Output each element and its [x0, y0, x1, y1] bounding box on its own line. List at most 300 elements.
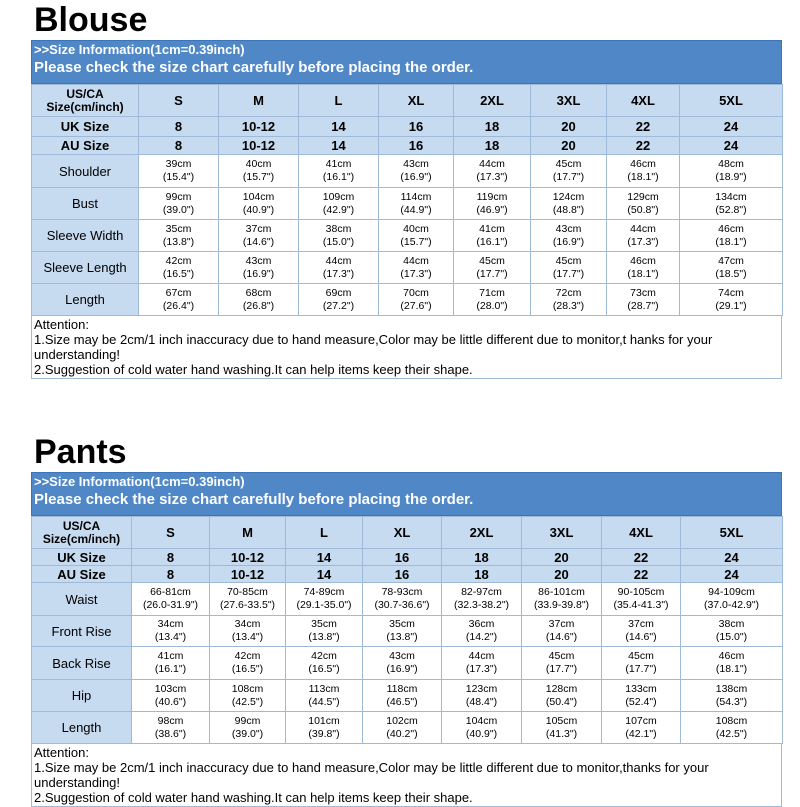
measurement-cell — [139, 155, 219, 188]
notice-line: Please check the size chart carefully before placing the order. — [34, 491, 474, 508]
measurement-cell — [607, 155, 680, 188]
cm-value: 43cm — [245, 254, 272, 267]
cm-value: 70cm — [403, 286, 429, 299]
cm-value: 103cm — [154, 682, 187, 695]
inch-value: (28.3") — [552, 299, 585, 312]
cm-value: 67cm — [165, 286, 192, 299]
section-title: Blouse — [34, 1, 148, 39]
measurement-cell — [132, 647, 210, 680]
measurement-label: Front Rise — [32, 616, 132, 647]
inch-value: (27.6-33.5") — [219, 599, 276, 611]
inch-value: (18.1") — [715, 663, 748, 675]
size-4xl: 4XL — [607, 85, 680, 117]
inch-value: (39.8") — [308, 727, 340, 740]
inch-value: (15.7") — [400, 235, 432, 248]
au-size-value: 22 — [607, 137, 680, 155]
measurement-cell — [607, 188, 680, 220]
cm-value: 44cm — [630, 222, 656, 235]
cm-value: 108cm — [715, 714, 748, 727]
au-size-value: 18 — [454, 137, 531, 155]
size-header-row — [32, 517, 783, 549]
inch-value: (16.1") — [154, 663, 187, 675]
size-table — [31, 516, 783, 744]
measurement-cell — [531, 284, 607, 316]
measurement-row — [32, 188, 783, 220]
inch-value: (37.0-42.9") — [703, 599, 760, 611]
au-size-value: 8 — [139, 137, 219, 155]
inch-value: (17.3") — [476, 171, 508, 183]
measurement-cell — [219, 284, 299, 316]
measurement-cell — [299, 252, 379, 284]
cm-value: 42cm — [311, 650, 337, 662]
measurement-cell — [531, 220, 607, 252]
uk-size-value: 24 — [680, 117, 783, 137]
measurement-cell — [602, 680, 681, 712]
cm-value: 99cm — [234, 714, 261, 727]
measurement-row — [32, 616, 783, 647]
measurement-cell — [299, 155, 379, 188]
measurement-cell — [210, 712, 286, 744]
cm-value: 41cm — [479, 222, 505, 235]
au-size-value: 10-12 — [219, 137, 299, 155]
au-size-value: 22 — [602, 566, 681, 583]
measurement-cell — [607, 220, 680, 252]
cm-value: 39cm — [165, 158, 192, 170]
inch-value: (28.0") — [476, 299, 508, 312]
inch-value: (41.3") — [545, 727, 578, 740]
cm-value: 82-97cm — [461, 586, 502, 598]
cm-value: 134cm — [715, 190, 747, 203]
measurement-label: Back Rise — [32, 647, 132, 680]
measurement-row — [32, 284, 783, 316]
measurement-cell — [132, 616, 210, 647]
inch-value: (17.3") — [627, 235, 659, 248]
inch-value: (13.8") — [386, 631, 418, 643]
size-5xl: 5XL — [680, 85, 783, 117]
cm-value: 45cm — [479, 254, 505, 267]
uk-size-value: 16 — [379, 117, 454, 137]
uk-size-value: 22 — [602, 549, 681, 566]
measurement-cell — [379, 252, 454, 284]
measurement-cell — [454, 284, 531, 316]
inch-value: (29.1") — [715, 299, 747, 312]
au-size-value: 16 — [363, 566, 442, 583]
inch-value: (15.0") — [322, 235, 355, 248]
measurement-cell — [363, 583, 442, 616]
cm-value: 69cm — [325, 286, 352, 299]
au-size-value: 24 — [680, 137, 783, 155]
cm-value: 99cm — [165, 190, 192, 203]
measurement-label: Sleeve Width — [32, 220, 139, 252]
attention-heading: Attention: — [34, 745, 89, 760]
inch-value: (18.5") — [715, 267, 747, 280]
measurement-cell — [680, 220, 783, 252]
info-line: >>Size Information(1cm=0.39inch) — [34, 42, 245, 57]
uk-size-row — [32, 117, 783, 137]
uk-size-value: 10-12 — [210, 549, 286, 566]
inch-value: (17.3") — [465, 663, 498, 675]
inch-value: (50.4") — [545, 695, 578, 708]
measurement-cell — [132, 680, 210, 712]
cm-value: 47cm — [718, 254, 744, 267]
measurement-row — [32, 252, 783, 284]
cm-value: 71cm — [479, 286, 505, 299]
measurement-cell — [522, 616, 602, 647]
cm-value: 113cm — [308, 682, 340, 695]
cm-value: 34cm — [234, 618, 261, 630]
inch-value: (17.7") — [625, 663, 657, 675]
au-size-value: 14 — [299, 137, 379, 155]
measurement-cell — [286, 647, 363, 680]
section-title: Pants — [34, 433, 127, 471]
inch-value: (16.9") — [552, 235, 585, 248]
measurement-cell — [607, 284, 680, 316]
cm-value: 123cm — [465, 682, 498, 695]
measurement-cell — [454, 220, 531, 252]
cm-value: 44cm — [479, 158, 505, 170]
measurement-label: Waist — [32, 583, 132, 616]
au-size-label: AU Size — [32, 566, 132, 583]
measurement-cell — [363, 680, 442, 712]
cm-value: 38cm — [325, 222, 352, 235]
inch-value: (42.9") — [322, 203, 355, 216]
cm-value: 46cm — [630, 254, 656, 267]
inch-value: (14.6") — [242, 235, 275, 248]
inch-value: (42.5") — [715, 727, 748, 740]
inch-value: (39.0") — [231, 727, 264, 740]
cm-value: 68cm — [245, 286, 272, 299]
cm-value: 118cm — [386, 682, 418, 695]
size-s: S — [132, 517, 210, 549]
uk-size-value: 18 — [454, 117, 531, 137]
size-m: M — [210, 517, 286, 549]
uk-size-value: 16 — [363, 549, 442, 566]
measurement-cell — [219, 188, 299, 220]
measurement-cell — [602, 616, 681, 647]
cm-value: 129cm — [627, 190, 659, 203]
inch-value: (38.6") — [154, 727, 187, 740]
cm-value: 73cm — [630, 286, 656, 299]
cm-value: 35cm — [311, 618, 337, 630]
info-banner — [31, 472, 782, 516]
measurement-cell — [210, 616, 286, 647]
cm-value: 98cm — [157, 714, 184, 727]
measurement-cell — [286, 712, 363, 744]
measurement-label: Sleeve Length — [32, 252, 139, 284]
measurement-cell — [681, 616, 783, 647]
measurement-row — [32, 155, 783, 188]
size-3xl: 3XL — [522, 517, 602, 549]
size-3xl: 3XL — [531, 85, 607, 117]
measurement-cell — [299, 284, 379, 316]
inch-value: (54.3") — [715, 695, 748, 708]
uk-size-label: UK Size — [32, 117, 139, 137]
attention-note-1: 1.Size may be 2cm/1 inch inaccuracy due to hand measure,Color may be little different due to monitor,t hanks for your understanding! — [34, 332, 713, 362]
cm-value: 37cm — [548, 618, 575, 630]
cm-value: 90-105cm — [617, 586, 665, 598]
attention-note-1: 1.Size may be 2cm/1 inch inaccuracy due to hand measure,Color may be little different due to monitor,thanks for your understanding! — [34, 760, 709, 790]
measurement-cell — [139, 188, 219, 220]
cm-value: 48cm — [718, 158, 744, 170]
cm-value: 45cm — [555, 158, 582, 170]
header-label-line: Size(cm/inch) — [46, 99, 124, 114]
cm-value: 42cm — [234, 650, 261, 662]
attention-note-2: 2.Suggestion of cold water hand washing.It can help items keep their shape. — [34, 790, 473, 805]
inch-value: (16.1") — [322, 171, 355, 183]
cm-value: 40cm — [403, 222, 429, 235]
attention-notes — [31, 316, 782, 379]
inch-value: (39.0") — [162, 203, 195, 216]
inch-value: (52.8") — [715, 203, 747, 216]
measurement-cell — [454, 252, 531, 284]
cm-value: 43cm — [555, 222, 582, 235]
cm-value: 45cm — [555, 254, 582, 267]
uk-size-value: 8 — [139, 117, 219, 137]
inch-value: (44.5") — [308, 695, 340, 708]
cm-value: 138cm — [715, 682, 748, 695]
inch-value: (29.1-35.0") — [296, 599, 352, 611]
measurement-cell — [681, 583, 783, 616]
uk-size-value: 14 — [286, 549, 363, 566]
measurement-cell — [210, 680, 286, 712]
cm-value: 124cm — [552, 190, 585, 203]
measurement-cell — [602, 647, 681, 680]
measurement-row — [32, 647, 783, 680]
measurement-label: Length — [32, 712, 132, 744]
cm-value: 107cm — [625, 714, 657, 727]
measurement-cell — [210, 583, 286, 616]
size-2xl: 2XL — [442, 517, 522, 549]
uk-size-row — [32, 549, 783, 566]
measurement-cell — [286, 583, 363, 616]
measurement-cell — [139, 220, 219, 252]
measurement-cell — [286, 680, 363, 712]
inch-value: (26.8") — [242, 299, 275, 312]
inch-value: (13.4") — [231, 631, 264, 643]
measurement-cell — [219, 155, 299, 188]
inch-value: (50.8") — [627, 203, 659, 216]
cm-value: 41cm — [325, 158, 352, 170]
measurement-cell — [219, 220, 299, 252]
inch-value: (42.5") — [231, 695, 264, 708]
measurement-cell — [139, 252, 219, 284]
cm-value: 42cm — [165, 254, 192, 267]
header-label-line: US/CA — [66, 86, 104, 101]
measurement-cell — [299, 220, 379, 252]
measurement-cell — [680, 155, 783, 188]
inch-value: (52.4") — [625, 695, 657, 708]
inch-value: (16.5") — [162, 267, 195, 280]
cm-value: 37cm — [628, 618, 654, 630]
cm-value: 102cm — [386, 714, 418, 727]
size-l: L — [286, 517, 363, 549]
cm-value: 72cm — [555, 286, 582, 299]
measurement-cell — [442, 647, 522, 680]
inch-value: (16.9") — [242, 267, 275, 280]
au-size-value: 10-12 — [210, 566, 286, 583]
cm-value: 35cm — [165, 222, 192, 235]
inch-value: (15.4") — [162, 171, 195, 183]
cm-value: 119cm — [476, 190, 508, 203]
inch-value: (44.9") — [400, 203, 432, 216]
uk-size-value: 24 — [681, 549, 783, 566]
inch-value: (26.4") — [162, 299, 195, 312]
cm-value: 43cm — [403, 158, 429, 170]
size-header-label — [32, 517, 132, 549]
measurement-row — [32, 712, 783, 744]
measurement-cell — [442, 583, 522, 616]
inch-value: (16.1") — [476, 235, 508, 248]
inch-value: (27.6") — [400, 299, 432, 312]
inch-value: (28.7") — [627, 299, 659, 312]
blouse-section — [31, 0, 782, 379]
size-xl: XL — [379, 85, 454, 117]
measurement-cell — [363, 647, 442, 680]
measurement-row — [32, 680, 783, 712]
inch-value: (13.8") — [308, 631, 340, 643]
inch-value: (33.9-39.8") — [533, 599, 590, 611]
inch-value: (46.5") — [386, 695, 418, 708]
cm-value: 35cm — [389, 618, 415, 630]
cm-value: 40cm — [245, 158, 272, 170]
cm-value: 46cm — [718, 650, 745, 662]
measurement-cell — [442, 680, 522, 712]
measurement-cell — [379, 220, 454, 252]
cm-value: 86-101cm — [538, 586, 585, 598]
measurement-cell — [531, 155, 607, 188]
measurement-cell — [363, 616, 442, 647]
header-label-line: US/CA — [62, 518, 101, 533]
size-header-label — [32, 85, 139, 117]
inch-value: (30.7-36.6") — [374, 599, 430, 611]
inch-value: (42.1") — [625, 727, 657, 740]
size-table — [31, 84, 783, 316]
cm-value: 44cm — [325, 254, 352, 267]
cm-value: 44cm — [468, 650, 495, 662]
uk-size-value: 20 — [522, 549, 602, 566]
measurement-cell — [522, 583, 602, 616]
au-size-value: 14 — [286, 566, 363, 583]
cm-value: 45cm — [628, 650, 654, 662]
size-xl: XL — [363, 517, 442, 549]
measurement-cell — [379, 188, 454, 220]
inch-value: (48.4") — [465, 695, 498, 708]
measurement-cell — [681, 712, 783, 744]
measurement-row — [32, 220, 783, 252]
inch-value: (17.3") — [400, 267, 432, 280]
measurement-cell — [454, 188, 531, 220]
cm-value: 101cm — [308, 714, 340, 727]
au-size-row — [32, 137, 783, 155]
cm-value: 94-109cm — [708, 586, 755, 598]
uk-size-value: 10-12 — [219, 117, 299, 137]
notice-line: Please check the size chart carefully before placing the order. — [34, 59, 474, 76]
cm-value: 46cm — [630, 158, 656, 170]
inch-value: (14.2") — [465, 631, 498, 643]
cm-value: 109cm — [322, 190, 355, 203]
inch-value: (17.7") — [552, 267, 585, 280]
inch-value: (26.0-31.9") — [142, 599, 199, 611]
measurement-cell — [602, 583, 681, 616]
header-label-line: Size(cm/inch) — [42, 531, 121, 546]
inch-value: (15.0") — [715, 631, 748, 643]
inch-value: (15.7") — [242, 171, 275, 183]
size-header-row — [32, 85, 783, 117]
cm-value: 36cm — [468, 618, 495, 630]
measurement-cell — [442, 712, 522, 744]
measurement-cell — [139, 284, 219, 316]
inch-value: (13.4") — [154, 631, 187, 643]
inch-value: (46.9") — [476, 203, 508, 216]
measurement-cell — [454, 155, 531, 188]
inch-value: (18.1") — [715, 235, 747, 248]
inch-value: (27.2") — [322, 299, 355, 312]
inch-value: (17.7") — [476, 267, 508, 280]
measurement-cell — [132, 583, 210, 616]
measurement-cell — [210, 647, 286, 680]
inch-value: (17.3") — [322, 267, 355, 280]
au-size-value: 20 — [522, 566, 602, 583]
measurement-cell — [219, 252, 299, 284]
measurement-cell — [681, 647, 783, 680]
measurement-cell — [363, 712, 442, 744]
measurement-cell — [442, 616, 522, 647]
measurement-row — [32, 583, 783, 616]
inch-value: (40.9") — [465, 727, 498, 740]
au-size-row — [32, 566, 783, 583]
measurement-cell — [286, 616, 363, 647]
measurement-cell — [531, 252, 607, 284]
measurement-cell — [132, 712, 210, 744]
au-size-value: 20 — [531, 137, 607, 155]
measurement-label: Shoulder — [32, 155, 139, 188]
cm-value: 74-89cm — [303, 586, 345, 598]
size-m: M — [219, 85, 299, 117]
cm-value: 128cm — [545, 682, 578, 695]
measurement-cell — [522, 712, 602, 744]
measurement-cell — [607, 252, 680, 284]
uk-size-value: 20 — [531, 117, 607, 137]
cm-value: 44cm — [403, 254, 429, 267]
inch-value: (48.8") — [552, 203, 585, 216]
inch-value: (18.1") — [627, 171, 659, 183]
inch-value: (18.9") — [715, 171, 747, 183]
measurement-cell — [379, 155, 454, 188]
size-l: L — [299, 85, 379, 117]
size-5xl: 5XL — [681, 517, 783, 549]
cm-value: 104cm — [242, 190, 275, 203]
inch-value: (17.7") — [545, 663, 578, 675]
measurement-cell — [299, 188, 379, 220]
cm-value: 46cm — [718, 222, 744, 235]
inch-value: (16.5") — [231, 663, 264, 675]
inch-value: (13.8") — [162, 235, 195, 248]
cm-value: 114cm — [400, 190, 432, 203]
cm-value: 108cm — [231, 682, 264, 695]
inch-value: (16.9") — [400, 171, 432, 183]
au-size-value: 8 — [132, 566, 210, 583]
cm-value: 45cm — [548, 650, 575, 662]
inch-value: (18.1") — [627, 267, 659, 280]
pants-section — [31, 432, 782, 807]
measurement-label: Hip — [32, 680, 132, 712]
uk-size-value: 18 — [442, 549, 522, 566]
cm-value: 104cm — [465, 714, 498, 727]
cm-value: 105cm — [545, 714, 578, 727]
attention-notes — [31, 744, 782, 807]
cm-value: 78-93cm — [381, 586, 423, 598]
attention-note-2: 2.Suggestion of cold water hand washing.It can help items keep their shape. — [34, 362, 473, 377]
